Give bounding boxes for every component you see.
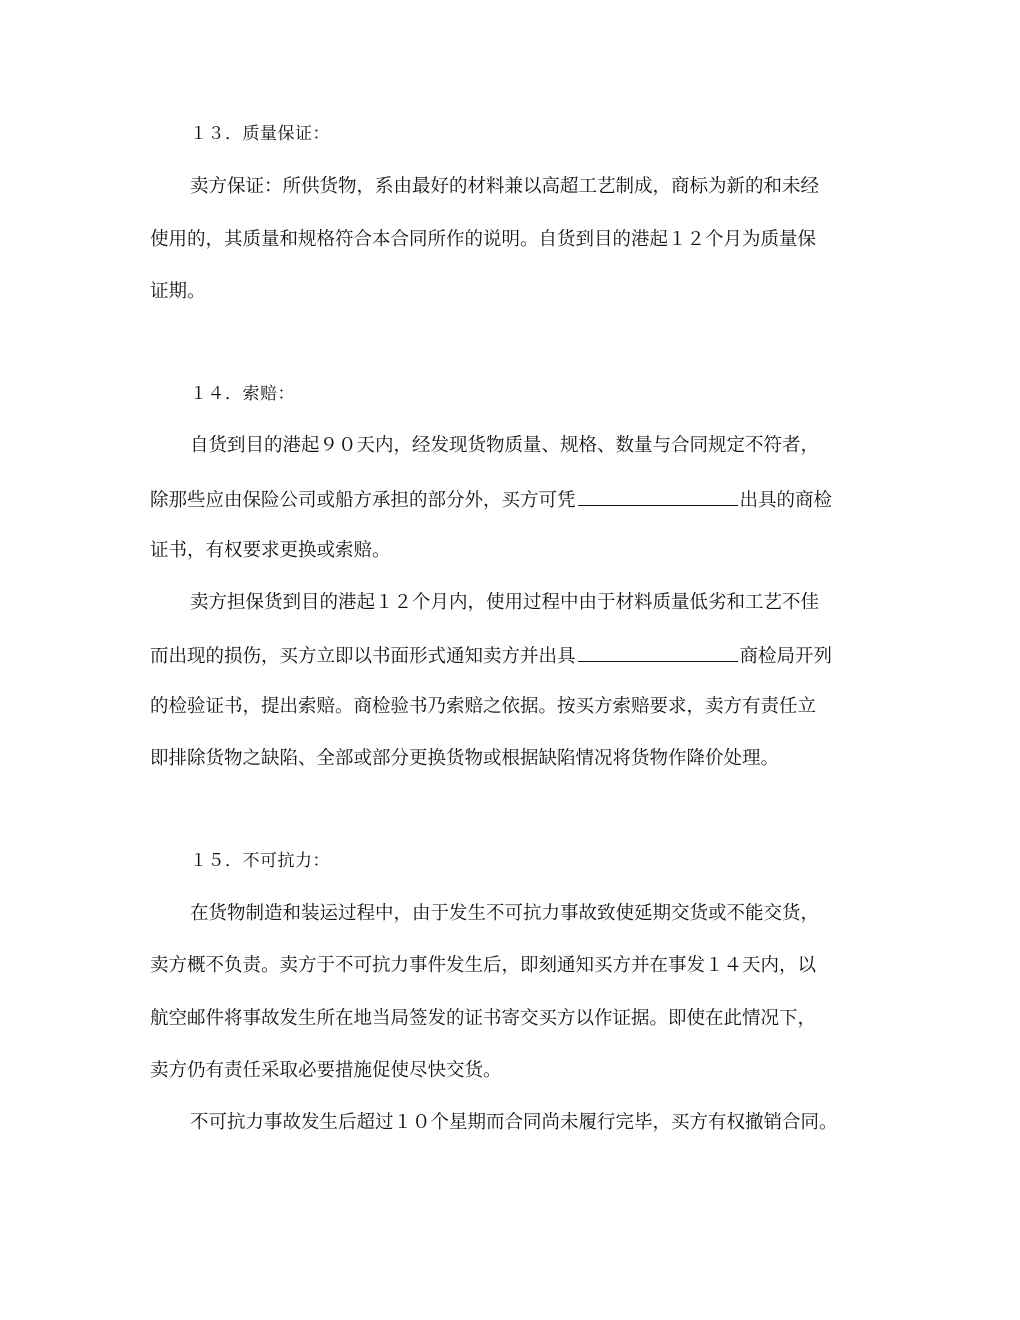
section-14-para2-line3: 的检验证书，提出索赔。商检验书乃索赔之依据。按买方索赔要求，卖方有责任立 <box>150 696 817 717</box>
section-14-para2-line2-start: 而出现的损伤，买方立即以书面形式通知卖方并出具 <box>150 646 576 667</box>
section-15-para1-line3: 航空邮件将事故发生所在地当局签发的证书寄交买方以作证据。即使在此情况下， <box>150 1008 817 1029</box>
inspection-bureau-blank <box>578 642 738 662</box>
section-14-para2-line4: 即排除货物之缺陷、全部或部分更换货物或根据缺陷情况将货物作降价处理。 <box>150 748 780 769</box>
section-15-heading: １５．不可抗力： <box>190 851 330 871</box>
section-13-para1-line3: 证期。 <box>150 281 206 302</box>
section-13-heading: １３．质量保证： <box>190 124 330 144</box>
section-14-para2-line2 <box>150 642 872 670</box>
section-14-para1-line2 <box>150 486 872 514</box>
inspection-authority-blank <box>578 486 738 506</box>
section-14-para1-line2-end: 出具的商检 <box>739 490 833 511</box>
section-14-para1-line2-start: 除那些应由保险公司或船方承担的部分外，买方可凭 <box>150 490 576 511</box>
section-14-para2-line1: 卖方担保货到目的港起１２个月内，使用过程中由于材料质量低劣和工艺不佳 <box>190 592 820 613</box>
section-14-heading: １４．索赔： <box>190 384 295 404</box>
section-14-para2-line2-end: 商检局开列 <box>739 646 833 667</box>
section-15-para1-line2: 卖方概不负责。卖方于不可抗力事件发生后，即刻通知买方并在事发１４天内，以 <box>150 955 817 976</box>
section-14-para1-line3: 证书，有权要求更换或索赔。 <box>150 540 391 561</box>
section-13-para1-line2: 使用的，其质量和规格符合本合同所作的说明。自货到目的港起１２个月为质量保 <box>150 229 817 250</box>
section-15-para1-line1: 在货物制造和装运过程中，由于发生不可抗力事故致使延期交货或不能交货， <box>190 903 820 924</box>
section-15-para2-line1: 不可抗力事故发生后超过１０个星期而合同尚未履行完毕，买方有权撤销合同。 <box>190 1112 838 1133</box>
section-14-para1-line1: 自货到目的港起９０天内，经发现货物质量、规格、数量与合同规定不符者， <box>190 435 820 456</box>
section-15-para1-line4: 卖方仍有责任采取必要措施促使尽快交货。 <box>150 1060 502 1081</box>
section-13-para1-line1: 卖方保证：所供货物，系由最好的材料兼以高超工艺制成，商标为新的和未经 <box>190 176 820 197</box>
